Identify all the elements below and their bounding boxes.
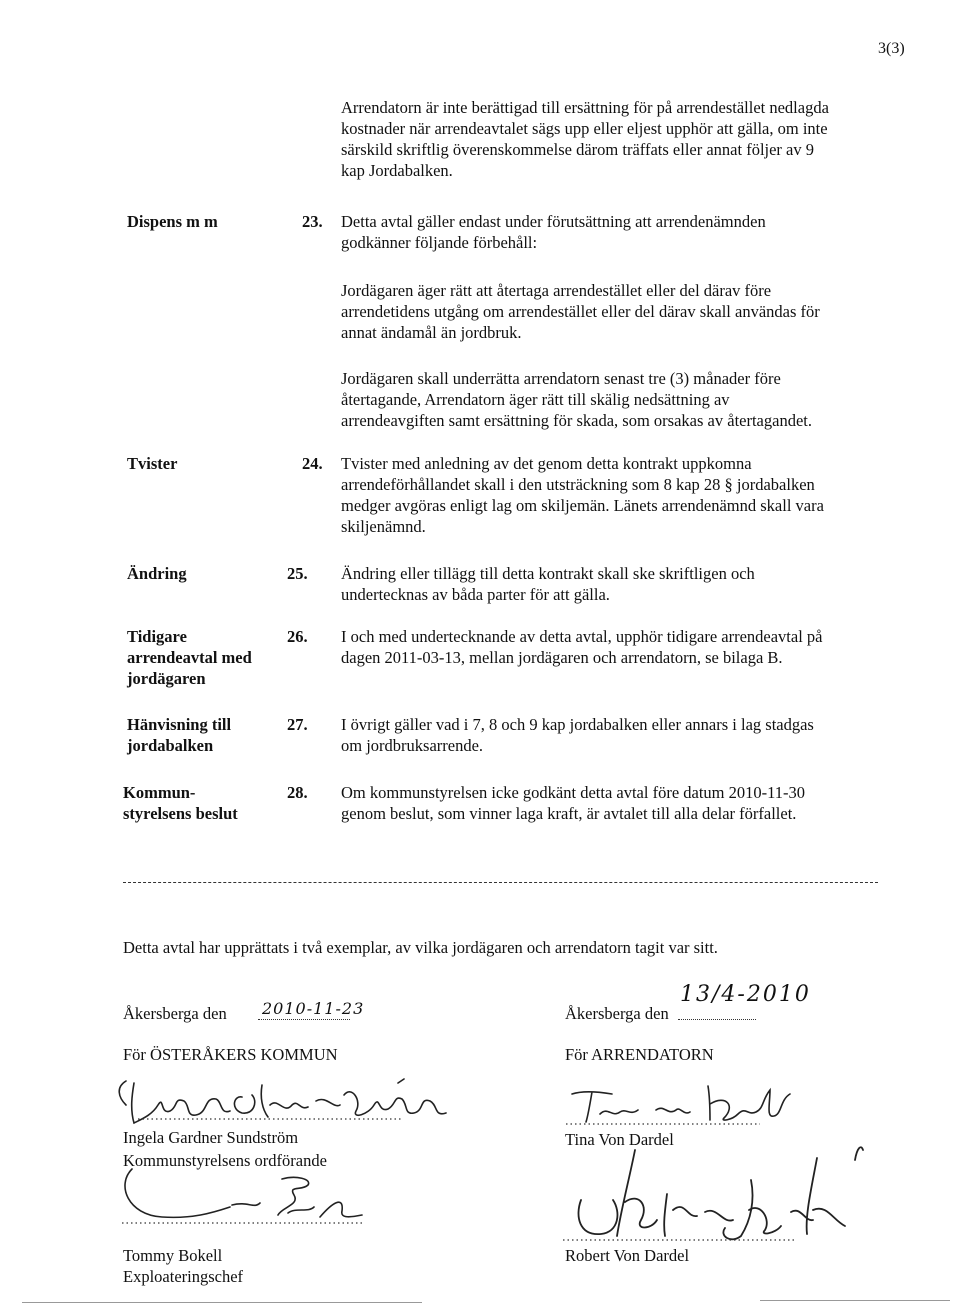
text-line: arrendeavgiften samt ersättning för skada, som orsakas av återtagandet.: [341, 411, 812, 430]
left-signer2-name: Tommy Bokell: [123, 1246, 223, 1265]
heading-line: Tidigare: [127, 627, 187, 646]
text-line: I och med undertecknande av detta avtal, upphör tidigare arrendeavtal på: [341, 627, 823, 646]
heading-line: arrendeavtal med: [127, 648, 252, 667]
section-24-text: [341, 453, 824, 537]
heading-line: Kommun-: [123, 783, 196, 802]
section-number-28: 28.: [287, 783, 308, 802]
right-party-label: För ARRENDATORN: [565, 1045, 714, 1064]
section-heading-andring: Ändring: [127, 564, 187, 583]
left-place-label: Åkersberga den: [123, 1004, 227, 1023]
right-date-dotted-line: [678, 1019, 756, 1020]
section-27-text: [341, 714, 814, 756]
text-line: arrendeförhållandet skall i den utsträckning som 8 kap 28 § jordabalken: [341, 475, 815, 494]
section-number-23: 23.: [302, 212, 323, 231]
left-signer2-title: Exploateringschef: [123, 1267, 244, 1286]
left-date-dotted-line: [258, 1019, 350, 1020]
left-signer1-name: Ingela Gardner Sundström: [123, 1128, 299, 1147]
section-23-para1: [341, 280, 820, 343]
heading-line: jordägaren: [127, 669, 206, 688]
text-line: undertecknas av båda parter för att gälla.: [341, 585, 610, 604]
section-23-text: [341, 211, 766, 253]
intro-line: kostnader när arrendeavtalet sägs upp eller eljest upphör att gälla, om inte: [341, 119, 828, 138]
text-line: arrendetidens utgång om arrendestället eller del därav skall användas för: [341, 302, 820, 321]
section-heading-tvister: Tvister: [127, 454, 178, 473]
section-heading-dispens: Dispens m m: [127, 212, 218, 231]
text-line: Om kommunstyrelsen icke godkänt detta avtal före datum 2010-11-30: [341, 783, 806, 802]
intro-line: Arrendatorn är inte berättigad till ersättning för på arrendestället nedlagda: [341, 98, 829, 117]
section-26-text: [341, 626, 823, 668]
text-line: dagen 2011-03-13, mellan jordägaren och arrendatorn, se bilaga B.: [341, 648, 783, 667]
signature-tommy-bokell: [112, 1155, 412, 1235]
scan-edge-line: [760, 1300, 950, 1301]
signature-robert-von-dardel: [555, 1140, 875, 1250]
left-party-label: För ÖSTERÅKERS KOMMUN: [123, 1045, 338, 1064]
text-line: Ändring eller tillägg till detta kontrakt skall ske skriftligen och: [341, 564, 755, 583]
section-number-24: 24.: [302, 454, 323, 473]
text-line: I övrigt gäller vad i 7, 8 och 9 kap jordabalken eller annars i lag stadgas: [341, 715, 814, 734]
section-25-text: [341, 563, 755, 605]
left-date-handwritten: 2010-11-23: [262, 999, 365, 1018]
right-place-label: Åkersberga den: [565, 1004, 669, 1023]
text-line: Jordägaren skall underrätta arrendatorn senast tre (3) månader före: [341, 369, 781, 388]
left-signer1-title: Kommunstyrelsens ordförande: [123, 1151, 327, 1170]
text-line: skiljenämnd.: [341, 517, 426, 536]
section-heading-kommunstyrelsen: [123, 782, 238, 824]
section-number-26: 26.: [287, 627, 308, 646]
heading-line: styrelsens beslut: [123, 804, 238, 823]
text-line: annat ändamål än jordbruk.: [341, 323, 522, 342]
text-line: Jordägaren äger rätt att återtaga arrendestället eller del därav före: [341, 281, 772, 300]
signature-tina-von-dardel: [560, 1080, 820, 1130]
section-number-25: 25.: [287, 564, 308, 583]
text-line: Tvister med anledning av det genom detta kontrakt uppkomna: [341, 454, 752, 473]
text-line: om jordbruksarrende.: [341, 736, 484, 755]
intro-line: kap Jordabalken.: [341, 161, 453, 180]
right-signer1-name: Tina Von Dardel: [565, 1130, 674, 1149]
heading-line: jordabalken: [127, 736, 214, 755]
text-line: godkänner följande förbehåll:: [341, 233, 538, 252]
text-line: medger avgöras enligt lag om skiljemän. Länets arrendenämnd skall vara: [341, 496, 824, 515]
section-28-text: [341, 782, 805, 824]
section-23-para2: [341, 368, 812, 431]
heading-line: Hänvisning till: [127, 715, 232, 734]
section-heading-hanvisning: [127, 714, 231, 756]
section-heading-tidigare: [127, 626, 252, 689]
right-signer2-name: Robert Von Dardel: [565, 1246, 690, 1265]
right-date-handwritten: 13/4-2010: [680, 982, 811, 1007]
closing-statement: Detta avtal har upprättats i två exemplar, av vilka jordägaren och arrendatorn tagit var sitt.: [123, 938, 718, 957]
text-line: återtagande, Arrendatorn äger rätt till skälig nedsättning av: [341, 390, 730, 409]
text-line: Detta avtal gäller endast under förutsättning att arrendenämnden: [341, 212, 766, 231]
intro-paragraph: [341, 97, 829, 181]
scan-edge-line: [22, 1302, 422, 1303]
section-number-27: 27.: [287, 715, 308, 734]
signature-ingela-gardner-sundstrom: [112, 1075, 472, 1135]
page-number: 3(3): [878, 40, 905, 57]
intro-line: särskild skriftlig överenskommelse därom träffats eller annat följer av 9: [341, 140, 815, 159]
text-line: genom beslut, som vinner laga kraft, är avtalet till alla delar förfallet.: [341, 804, 797, 823]
dashed-separator: [123, 882, 878, 883]
